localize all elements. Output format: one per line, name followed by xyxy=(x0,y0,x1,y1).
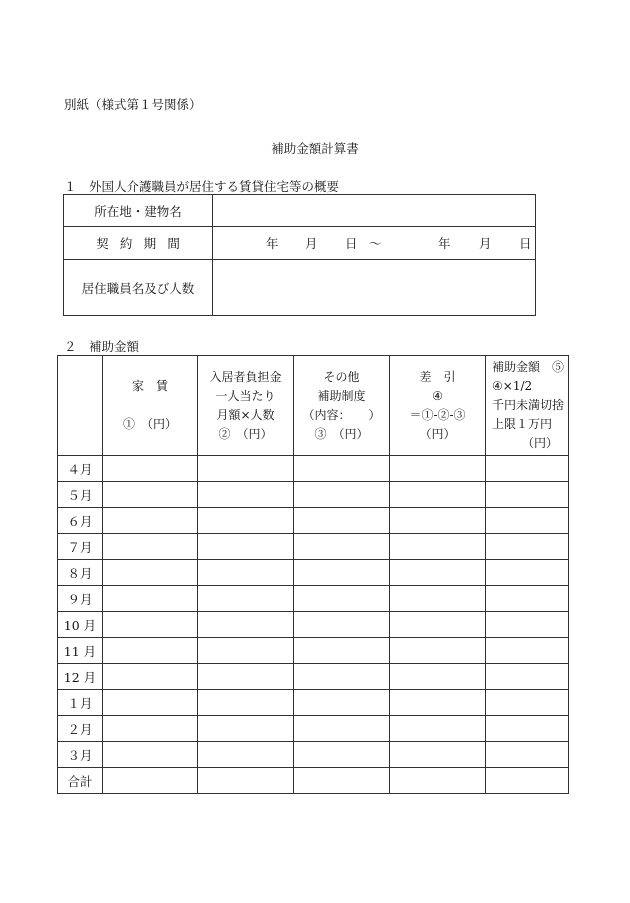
period-value[interactable] xyxy=(213,227,536,260)
amount-cell[interactable] xyxy=(103,664,198,690)
amount-cell[interactable] xyxy=(294,456,390,482)
table-row xyxy=(58,664,569,690)
amount-cell[interactable] xyxy=(486,664,569,690)
amount-cell[interactable] xyxy=(390,456,486,482)
table-row xyxy=(58,560,569,586)
amount-cell[interactable] xyxy=(294,534,390,560)
month-label: 合計 xyxy=(58,768,103,794)
amount-cell[interactable] xyxy=(390,560,486,586)
amount-cell[interactable] xyxy=(198,534,294,560)
month-label: 11 月 xyxy=(58,638,103,664)
amount-cell[interactable] xyxy=(486,482,569,508)
amount-cell[interactable] xyxy=(198,768,294,794)
period-start-day: 日 xyxy=(345,236,358,251)
amount-cell[interactable] xyxy=(390,586,486,612)
amount-cell[interactable] xyxy=(294,586,390,612)
month-label: ７月 xyxy=(58,534,103,560)
month-label: ５月 xyxy=(58,482,103,508)
amount-cell[interactable] xyxy=(294,612,390,638)
amount-cell[interactable] xyxy=(486,638,569,664)
address-value[interactable] xyxy=(213,195,536,227)
amount-cell[interactable] xyxy=(198,742,294,768)
amount-cell[interactable] xyxy=(390,742,486,768)
amount-cell[interactable] xyxy=(486,742,569,768)
amount-cell[interactable] xyxy=(103,768,198,794)
amount-table xyxy=(57,355,569,794)
amount-cell[interactable] xyxy=(198,560,294,586)
table-row xyxy=(58,612,569,638)
amount-cell[interactable] xyxy=(294,690,390,716)
month-label: 12 月 xyxy=(58,664,103,690)
amount-cell[interactable] xyxy=(390,638,486,664)
amount-cell[interactable] xyxy=(486,768,569,794)
month-label: １月 xyxy=(58,690,103,716)
amount-cell[interactable] xyxy=(198,638,294,664)
amount-cell[interactable] xyxy=(294,742,390,768)
amount-cell[interactable] xyxy=(390,716,486,742)
amount-cell[interactable] xyxy=(103,508,198,534)
amount-cell[interactable] xyxy=(294,664,390,690)
amount-cell[interactable] xyxy=(198,664,294,690)
amount-cell[interactable] xyxy=(390,690,486,716)
table-row xyxy=(58,586,569,612)
section1-heading: １ 外国人介護職員が居住する賃貸住宅等の概要 xyxy=(64,179,340,194)
address-label: 所在地・建物名 xyxy=(64,195,213,227)
period-end-month: 月 xyxy=(479,236,492,251)
amount-cell[interactable] xyxy=(390,664,486,690)
amount-cell[interactable] xyxy=(198,716,294,742)
month-label: ４月 xyxy=(58,456,103,482)
residents-label: 居住職員名及び人数 xyxy=(64,260,213,316)
month-label: ８月 xyxy=(58,560,103,586)
amount-cell[interactable] xyxy=(486,586,569,612)
amount-cell[interactable] xyxy=(103,716,198,742)
amount-cell[interactable] xyxy=(294,508,390,534)
table-row xyxy=(58,508,569,534)
period-end-year: 年 xyxy=(438,236,451,251)
amount-header-row xyxy=(58,356,569,456)
overview-table xyxy=(63,194,536,316)
amount-cell[interactable] xyxy=(103,690,198,716)
amount-cell[interactable] xyxy=(198,690,294,716)
month-label: ６月 xyxy=(58,508,103,534)
period-label: 契約期間 xyxy=(64,227,213,260)
header-tenant-contribution: 入居者負担金 一人当たり 月額×人数 ② （円） xyxy=(198,356,294,456)
amount-cell[interactable] xyxy=(198,482,294,508)
header-rent: 家 賃 ① （円） xyxy=(103,356,198,456)
amount-cell[interactable] xyxy=(390,768,486,794)
month-label: ９月 xyxy=(58,586,103,612)
amount-cell[interactable] xyxy=(486,508,569,534)
amount-cell[interactable] xyxy=(486,456,569,482)
amount-cell[interactable] xyxy=(486,560,569,586)
table-row xyxy=(58,456,569,482)
header-difference: 差 引 ④ ＝①-②-③ （円） xyxy=(390,356,486,456)
header-other-subsidy: その他 補助制度 （内容： ） ③ （円） xyxy=(294,356,390,456)
amount-cell[interactable] xyxy=(390,534,486,560)
amount-cell[interactable] xyxy=(294,638,390,664)
amount-cell[interactable] xyxy=(103,638,198,664)
amount-cell[interactable] xyxy=(103,586,198,612)
amount-cell[interactable] xyxy=(198,612,294,638)
amount-cell[interactable] xyxy=(294,716,390,742)
header-subsidy-amount: 補助金額 ⑤ ④×1/2 千円未満切捨 上限１万円 （円） xyxy=(486,356,569,456)
amount-cell[interactable] xyxy=(390,508,486,534)
amount-cell[interactable] xyxy=(294,482,390,508)
amount-cell[interactable] xyxy=(198,456,294,482)
amount-cell[interactable] xyxy=(294,768,390,794)
table-row xyxy=(58,534,569,560)
header-blank-cell xyxy=(58,356,103,456)
amount-cell[interactable] xyxy=(103,534,198,560)
table-row xyxy=(58,716,569,742)
period-end-day: 日 xyxy=(519,236,532,251)
overview-row-period xyxy=(64,227,536,260)
amount-cell[interactable] xyxy=(294,560,390,586)
amount-cell[interactable] xyxy=(103,456,198,482)
table-row xyxy=(58,482,569,508)
table-row xyxy=(58,742,569,768)
amount-cell[interactable] xyxy=(103,560,198,586)
table-row xyxy=(58,638,569,664)
month-label: ３月 xyxy=(58,742,103,768)
amount-cell[interactable] xyxy=(103,482,198,508)
amount-cell[interactable] xyxy=(390,612,486,638)
section2-heading: ２ 補助金額 xyxy=(64,339,140,354)
form-reference: 別紙（様式第１号関係） xyxy=(64,97,202,112)
overview-row-address xyxy=(64,195,536,227)
amount-cell[interactable] xyxy=(198,586,294,612)
overview-row-residents xyxy=(64,260,536,316)
amount-cell[interactable] xyxy=(103,742,198,768)
month-label: ２月 xyxy=(58,716,103,742)
amount-cell[interactable] xyxy=(198,508,294,534)
period-start-month: 月 xyxy=(305,236,318,251)
amount-cell[interactable] xyxy=(486,534,569,560)
amount-cell[interactable] xyxy=(486,690,569,716)
amount-cell[interactable] xyxy=(486,612,569,638)
amount-cell[interactable] xyxy=(486,716,569,742)
table-row xyxy=(58,768,569,794)
amount-cell[interactable] xyxy=(103,612,198,638)
residents-value[interactable] xyxy=(213,260,536,316)
amount-cell[interactable] xyxy=(390,482,486,508)
table-row xyxy=(58,690,569,716)
period-tilde: ～ xyxy=(369,236,382,251)
document-title: 補助金額計算書 xyxy=(271,141,359,156)
month-label: 10 月 xyxy=(58,612,103,638)
period-start-year: 年 xyxy=(266,236,279,251)
